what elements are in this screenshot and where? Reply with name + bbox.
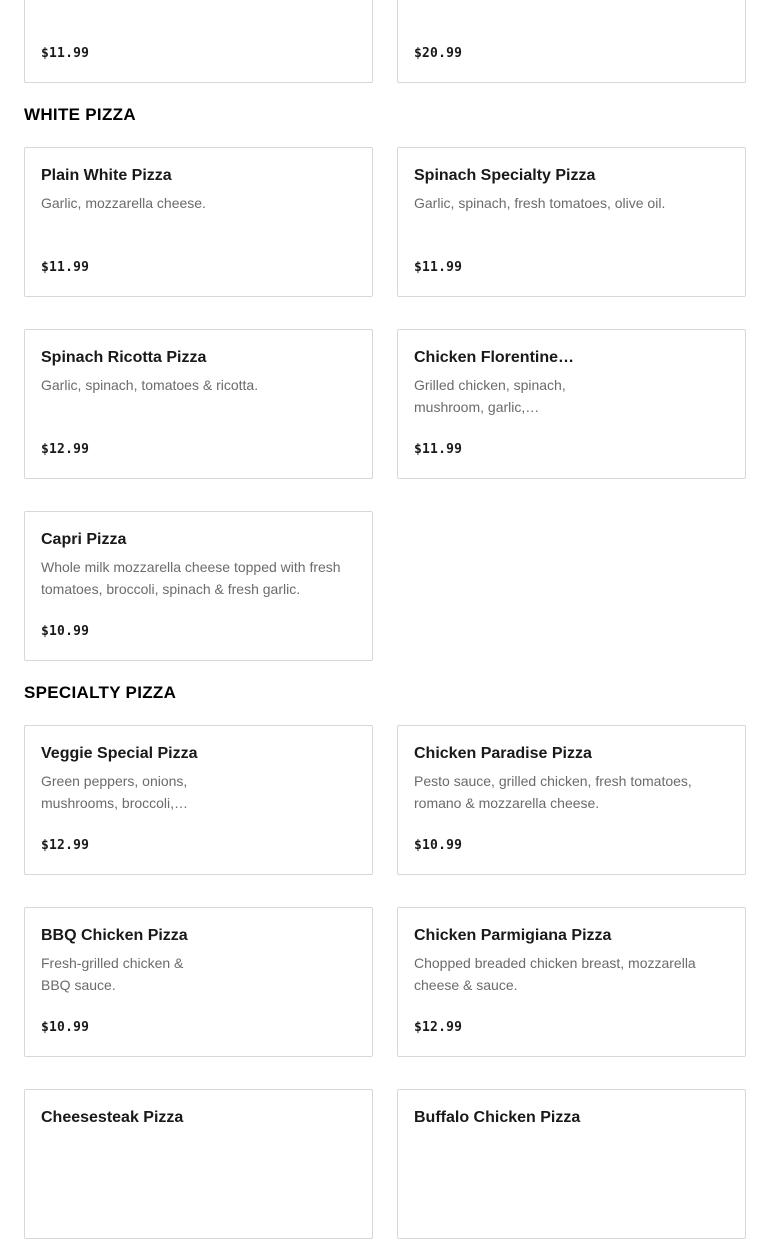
item-description: Fresh-grilled chicken & BBQ sauce. [41,955,184,993]
menu-item-card[interactable] [397,0,746,83]
section-title-specialty-pizza: SPECIALTY PIZZA [24,683,177,702]
menu-item-capri-pizza[interactable] [24,511,373,661]
item-description: Garlic, spinach, fresh tomatoes, olive oil. [414,195,666,211]
item-price: $12.99 [41,442,90,457]
item-price: $20.99 [414,46,463,61]
menu-item-chicken-parmigiana-pizza[interactable] [397,907,746,1057]
item-description: Pesto sauce, grilled chicken, fresh tomatoes, romano & mozzarella cheese. [414,773,692,811]
item-description: Garlic, mozzarella cheese. [41,195,206,211]
menu-item-bbq-chicken-pizza[interactable] [24,907,373,1057]
item-price: $11.99 [41,260,90,275]
item-price: $10.99 [41,624,90,639]
menu-item-plain-white-pizza[interactable] [24,147,373,297]
previous-section-row [24,0,770,83]
menu-item-buffalo-chicken-pizza[interactable] [397,1089,746,1239]
item-name: Capri Pizza [41,531,127,548]
menu-item-veggie-special-pizza[interactable] [24,725,373,875]
item-price: $12.99 [414,1020,463,1035]
item-name: Chicken Paradise Pizza [414,745,592,762]
item-name: Spinach Ricotta Pizza [41,349,207,366]
specialty-pizza-grid [24,725,770,1239]
menu-item-chicken-florentine[interactable] [397,329,746,479]
item-price: $10.99 [414,838,463,853]
item-name: Plain White Pizza [41,167,172,184]
menu-item-spinach-ricotta-pizza[interactable] [24,329,373,479]
item-description: Green peppers, onions, mushrooms, broccoli,… [41,773,189,811]
item-description: Grilled chicken, spinach, mushroom, garlic,… [414,377,566,415]
menu-item-chicken-paradise-pizza[interactable] [397,725,746,875]
item-price: $11.99 [414,260,463,275]
item-price: $11.99 [41,46,90,61]
menu-item-card[interactable] [24,0,373,83]
white-pizza-grid [24,147,770,661]
item-name: Cheesesteak Pizza [41,1109,184,1126]
item-name: Spinach Specialty Pizza [414,167,596,184]
item-price: $12.99 [41,838,90,853]
item-description: Garlic, spinach, tomatoes & ricotta. [41,377,259,393]
item-name: Veggie Special Pizza [41,745,198,762]
item-description: Chopped breaded chicken breast, mozzarella cheese & sauce. [414,955,696,993]
item-price: $11.99 [414,442,463,457]
menu-item-spinach-specialty-pizza[interactable] [397,147,746,297]
section-title-white-pizza: WHITE PIZZA [24,105,136,124]
item-name: BBQ Chicken Pizza [41,927,188,944]
item-name: Chicken Parmigiana Pizza [414,927,612,944]
item-name: Chicken Florentine… [414,349,575,366]
item-name: Buffalo Chicken Pizza [414,1109,581,1126]
menu-item-cheesesteak-pizza[interactable] [24,1089,373,1239]
item-price: $10.99 [41,1020,90,1035]
item-description: Whole milk mozzarella cheese topped with fresh tomatoes, broccoli, spinach & fresh garlic. [41,559,341,597]
